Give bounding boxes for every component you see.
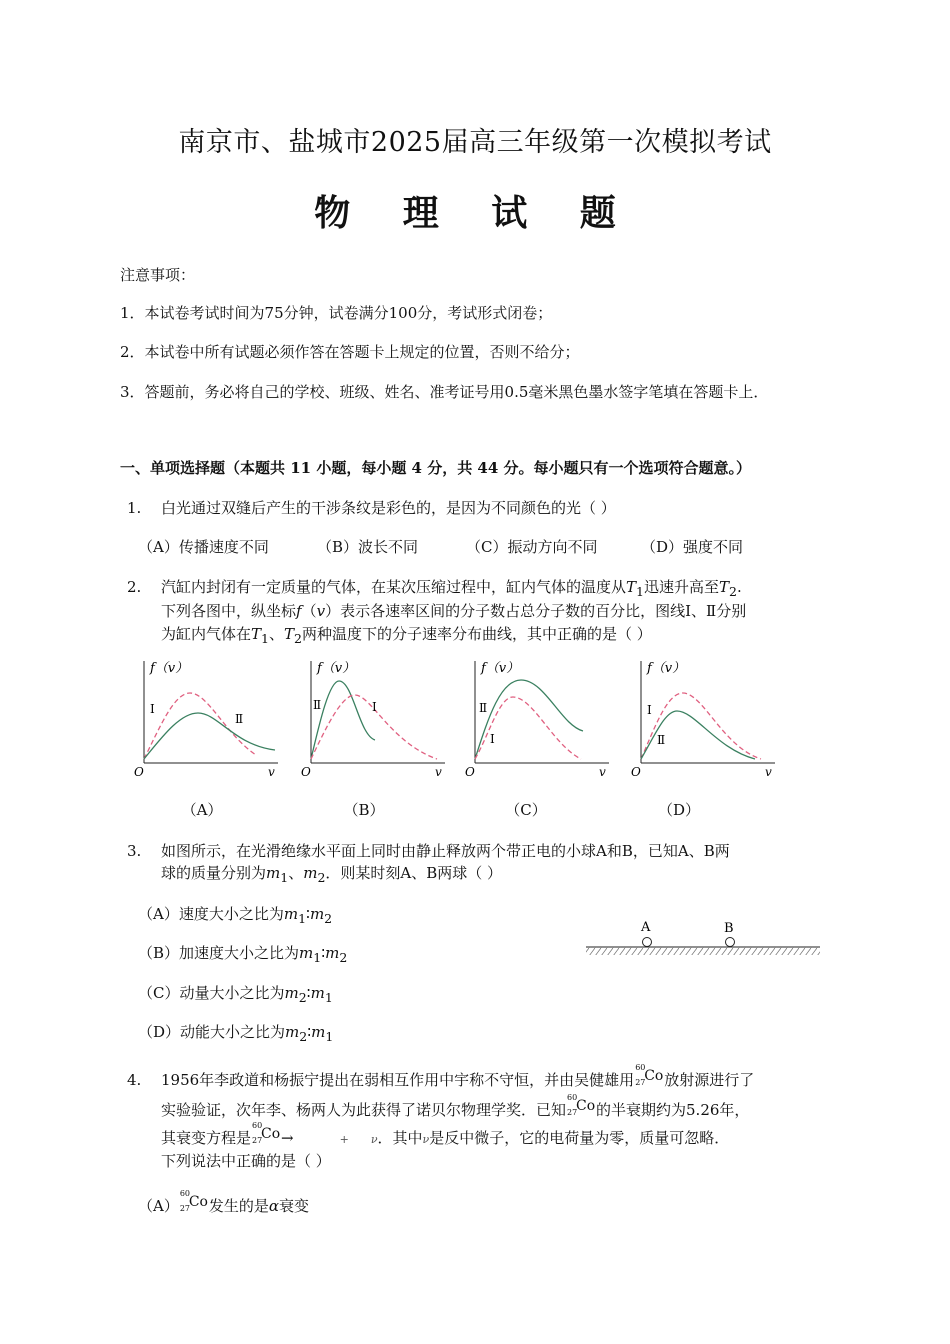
stem-text: 其衰变方程是 xyxy=(161,1129,252,1147)
atomic-number: 27 xyxy=(635,1078,646,1087)
option-text: 发生的是 xyxy=(208,1197,269,1215)
subscript: 1 xyxy=(636,584,644,599)
note-item-2: 2．本试卷中所有试题必须作答在答题卡上规定的位置，否则不给分； xyxy=(120,343,580,361)
question-3 xyxy=(127,840,730,861)
element-symbol: Co xyxy=(261,1126,281,1142)
option-text: （A）速度大小之比为 xyxy=(138,905,284,923)
symbol-t: T xyxy=(284,625,295,643)
element-symbol: Co xyxy=(576,1098,596,1114)
curve-i-label: Ⅰ xyxy=(490,732,495,746)
q3-option-c xyxy=(138,982,333,1005)
mass-number: 60 xyxy=(635,1063,646,1072)
mass-number: 60 xyxy=(567,1093,578,1102)
graph-a-label: （A） xyxy=(181,801,223,819)
q3-option-d xyxy=(138,1021,333,1044)
option-text: （C）动量大小之比为 xyxy=(138,984,285,1002)
stem-text: 是反中微子，它的电荷量为零，质量可忽略． xyxy=(429,1129,730,1147)
symbol-m: m xyxy=(311,1023,326,1041)
q1-option-b: （B）波长不同 xyxy=(317,538,419,556)
curve-ii-label: Ⅱ xyxy=(235,712,244,726)
option-text: 衰变 xyxy=(279,1197,310,1215)
question-number: 2. xyxy=(127,578,142,596)
stem-text: 球的质量分别为 xyxy=(161,864,267,882)
question-stem: 白光通过双缝后产生的干涉条纹是彩色的，是因为不同颜色的光（ ） xyxy=(161,499,616,517)
q3-option-b xyxy=(138,942,347,965)
subscript: 2 xyxy=(294,631,302,646)
curve-i xyxy=(144,693,256,759)
antineutrino-symbol: ν xyxy=(370,1133,378,1146)
y-axis-label: f（v） xyxy=(317,661,356,676)
question-4-line-4: 下列说法中正确的是（ ） xyxy=(161,1152,331,1170)
subscript: 1 xyxy=(324,990,333,1005)
symbol-m: m xyxy=(325,944,340,962)
atomic-number: 27 xyxy=(567,1108,578,1117)
alpha-symbol: α xyxy=(268,1197,279,1215)
origin-label: O xyxy=(465,765,475,779)
y-axis-label: f（v） xyxy=(150,661,189,676)
ground-hatch xyxy=(586,947,820,955)
subject-title: 物 理 试 题 xyxy=(314,192,636,234)
symbol-m: m xyxy=(266,864,281,882)
symbol-m: m xyxy=(303,864,318,882)
graph-d xyxy=(627,655,777,780)
stem-text: . xyxy=(736,578,742,596)
origin-label: O xyxy=(134,765,144,779)
curve-ii-label: Ⅱ xyxy=(657,733,666,747)
stem-text: 放射源进行了 xyxy=(664,1071,755,1089)
symbol-m: m xyxy=(309,905,325,923)
subscript: 1 xyxy=(325,1029,334,1044)
stem-text: 、 xyxy=(268,625,284,643)
symbol-t: T xyxy=(719,578,730,596)
subscript: 2 xyxy=(729,584,737,599)
curve-i-label: Ⅰ xyxy=(647,703,652,717)
stem-text: 为缸内气体在 xyxy=(161,625,252,643)
ball-b xyxy=(726,938,735,947)
subscript: 1 xyxy=(261,631,269,646)
symbol-m: m xyxy=(285,1023,300,1041)
ball-b-label: B xyxy=(724,921,734,936)
stem-text: 如图所示，在光滑绝缘水平面上同时由静止释放两个带正电的小球A和B，已知A、B两 xyxy=(161,842,730,860)
question-3-line-2 xyxy=(161,862,502,885)
graph-d-label: （D） xyxy=(657,801,701,819)
atomic-number: 27 xyxy=(252,1136,263,1145)
q1-option-a: （A）传播速度不同 xyxy=(138,538,269,556)
subscript: 2 xyxy=(324,911,333,926)
q4-option-a xyxy=(138,1189,310,1216)
curve-ii-label: Ⅱ xyxy=(479,701,488,715)
curve-ii xyxy=(311,681,375,759)
subscript: 1 xyxy=(298,911,307,926)
antineutrino-symbol: ν xyxy=(422,1133,430,1146)
stem-text: 1956年李政道和杨振宁提出在弱相互作用中宇称不守恒，并由吴健雄用 xyxy=(161,1071,635,1089)
note-item-3: 3．答题前，务必将自己的学校、班级、姓名、准考证号用0.5毫米黑色墨水签字笔填在答题卡上． xyxy=(120,383,769,401)
co60-nuclide xyxy=(634,1063,664,1087)
question-4 xyxy=(127,1063,755,1090)
subscript: 2 xyxy=(317,870,326,885)
symbol-v: v xyxy=(316,602,326,620)
x-axis-label: v xyxy=(599,765,606,779)
stem-text: 实验验证，次年李、杨两人为此获得了诺贝尔物理学奖．已知 xyxy=(161,1101,567,1119)
symbol-m: m xyxy=(299,944,314,962)
q1-option-c: （C）振动方向不同 xyxy=(466,538,598,556)
graph-a xyxy=(130,655,280,780)
section-heading: 一、单项选择题（本题共 11 小题，每小题 4 分，共 44 分。每小题只有一个选项符合题意。） xyxy=(120,459,752,477)
x-axis-label: v xyxy=(268,765,275,779)
atomic-number: 27 xyxy=(179,1204,191,1213)
curve-ii xyxy=(475,680,583,759)
subscript: 2 xyxy=(339,950,348,965)
subscript: 2 xyxy=(299,1029,308,1044)
ball-a xyxy=(643,938,652,947)
q1-option-d: （D）强度不同 xyxy=(641,538,744,556)
notes-heading: 注意事项： xyxy=(120,266,196,284)
curve-i-label: Ⅰ xyxy=(372,700,377,714)
question-4-line-3 xyxy=(161,1121,730,1148)
stem-text: 、 xyxy=(288,864,304,882)
co60-nuclide xyxy=(179,1189,209,1213)
stem-text: 迅速升高至 xyxy=(643,578,719,596)
symbol-m: m xyxy=(310,984,325,1002)
question-4-line-2 xyxy=(161,1093,750,1120)
x-axis-label: v xyxy=(765,765,772,779)
stem-text: 两种温度下的分子速率分布曲线，其中正确的是（ ） xyxy=(301,625,652,643)
stem-text: ）表示各速率区间的分子数占总分子数的百分比，图线Ⅰ、Ⅱ分别 xyxy=(325,602,747,620)
question-number: 3. xyxy=(127,842,142,860)
y-axis-label: f（v） xyxy=(481,661,520,676)
stem-text: 的半衰期约为5.26年， xyxy=(596,1101,750,1119)
ratio-colon: ∶ xyxy=(306,905,310,923)
graph-b xyxy=(297,655,447,780)
x-axis-label: v xyxy=(435,765,442,779)
stem-text: ．则某时刻A、B两球（ ） xyxy=(325,864,503,882)
option-text: （B）加速度大小之比为 xyxy=(138,944,300,962)
y-axis-label: f（v） xyxy=(647,661,686,676)
mass-number: 60 xyxy=(252,1121,263,1130)
curve-ii-label: Ⅱ xyxy=(313,698,322,712)
question-1 xyxy=(127,497,616,518)
exam-title: 南京市、盐城市2025届高三年级第一次模拟考试 xyxy=(178,127,772,158)
stem-text: 汽缸内封闭有一定质量的气体，在某次压缩过程中，缸内气体的温度从 xyxy=(161,578,627,596)
stem-text: 下列各图中，纵坐标 xyxy=(161,602,297,620)
question-2-line-3 xyxy=(161,623,652,646)
element-symbol: Co xyxy=(644,1068,664,1084)
origin-label: O xyxy=(631,765,641,779)
curve-i xyxy=(475,697,581,759)
subscript: 1 xyxy=(313,950,322,965)
question-number: 1. xyxy=(127,499,142,517)
subscript: 2 xyxy=(298,990,307,1005)
question-number: 4. xyxy=(127,1071,142,1089)
plus-sign: + xyxy=(339,1133,349,1146)
option-text: （A） xyxy=(138,1197,179,1215)
element-symbol: Co xyxy=(188,1194,208,1210)
curve-i-label: Ⅰ xyxy=(150,702,155,716)
ball-a-label: A xyxy=(641,920,651,935)
subscript: 1 xyxy=(280,870,289,885)
question-2-line-2 xyxy=(161,600,746,621)
graph-c xyxy=(461,655,611,780)
ratio-colon: ∶ xyxy=(306,984,311,1002)
reaction-arrow: → xyxy=(281,1129,294,1147)
note-item-1: 1．本试卷考试时间为75分钟，试卷满分100分，考试形式闭卷； xyxy=(120,304,553,322)
q3-figure xyxy=(583,916,823,960)
symbol-t: T xyxy=(626,578,637,596)
question-2 xyxy=(127,576,742,599)
symbol-f: f xyxy=(296,602,302,620)
co60-nuclide xyxy=(251,1121,281,1145)
option-text: （D）动能大小之比为 xyxy=(138,1023,286,1041)
graph-b-label: （B） xyxy=(343,801,385,819)
ratio-colon: ∶ xyxy=(321,944,326,962)
ratio-colon: ∶ xyxy=(307,1023,312,1041)
curve-i xyxy=(641,693,761,759)
stem-text: ．其中 xyxy=(377,1129,423,1147)
stem-text: （ xyxy=(301,602,317,620)
co60-nuclide xyxy=(566,1093,596,1117)
mass-number: 60 xyxy=(179,1189,191,1198)
symbol-m: m xyxy=(284,984,299,1002)
q3-option-a xyxy=(138,903,332,926)
origin-label: O xyxy=(301,765,311,779)
graph-c-label: （C） xyxy=(505,801,547,819)
symbol-t: T xyxy=(251,625,262,643)
symbol-m: m xyxy=(283,905,299,923)
